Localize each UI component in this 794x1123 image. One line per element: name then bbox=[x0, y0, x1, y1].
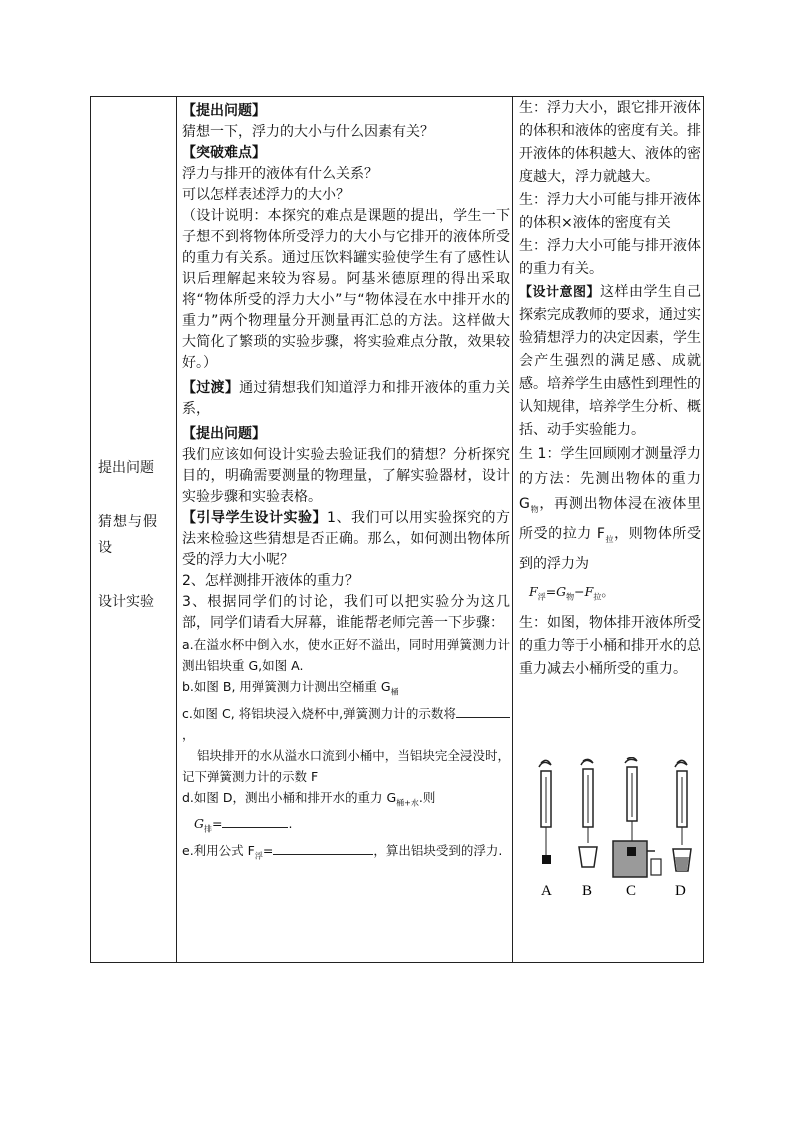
step-c-blank bbox=[456, 704, 510, 718]
step-b-text: b.如图 B, 用弹簧测力计测出空桶重 G bbox=[182, 679, 391, 694]
figure-label-a: A bbox=[541, 883, 552, 899]
transition-text: 通过猜想我们知道浮力和排开液体的重力关系， bbox=[182, 380, 511, 417]
question-relation: 浮力与排开的液体有什么关系？ bbox=[182, 166, 378, 182]
question-design: 我们应该如何设计实验去验证我们的猜想？分析探究目的，明确需要测量的物理量，了解实验器材，设计实验步骤和实验表格。 bbox=[182, 447, 510, 505]
answer-4a-subscript: 物 bbox=[529, 504, 540, 514]
step-e-equals: = bbox=[262, 842, 274, 858]
step-c2: 铝块排开的水从溢水口流到小桶中，当铝块完全浸没时，记下弹簧测力计的示数 F bbox=[182, 747, 510, 784]
formula-mid: =G bbox=[545, 583, 567, 599]
student-answer-4 bbox=[519, 442, 701, 577]
heading-ask-2: 【提出问题】 bbox=[182, 426, 266, 442]
figure-label-d: D bbox=[675, 883, 686, 899]
step-d2-end: . bbox=[288, 816, 293, 831]
student-answer-4c: ，则物体所受到的浮力为 bbox=[519, 525, 702, 572]
heading-design-intent: 【设计意图】 bbox=[519, 285, 600, 300]
figure-label-b: B bbox=[582, 883, 593, 899]
design-intent bbox=[519, 281, 701, 442]
lesson-table bbox=[90, 96, 704, 963]
step-d-subscript: 桶+水 bbox=[396, 798, 419, 807]
figure-b-spring-scale bbox=[579, 759, 597, 867]
formula-f: F bbox=[529, 583, 538, 599]
column-divider-1 bbox=[176, 97, 177, 962]
formula-end: 。 bbox=[601, 583, 614, 599]
figure-a-spring-scale bbox=[539, 760, 551, 864]
student-answer-5: 生：如图，物体排开液体所受的重力等于小桶和排开水的总重力减去小桶所受的重力。 bbox=[519, 615, 701, 678]
guide-step-1: 1、我们可以用实验探究的方法来检验这些猜想是否正确。那么，如何测出物体所受的浮力大小呢？ bbox=[182, 510, 510, 568]
step-c-end: ， bbox=[182, 726, 195, 742]
heading-ask: 【提出问题】 bbox=[182, 103, 266, 119]
step-d-end: .则 bbox=[418, 789, 436, 805]
figure-c-overflow-cup bbox=[613, 757, 661, 877]
formula-minus: −F bbox=[574, 583, 594, 599]
design-note: （设计说明：本探究的难点是课题的提出，学生一下子想不到将物体所受浮力的大小与它排开的液体所受的重力有关系。通过压饮料罐实验使学生有了感性认识后理解起来较为容易。阿基米德原理的得出采取将“物体所受的浮力大小”与“物体浸在水中排开水的重力”两个物理量分开测量再汇总的方法。这样做大大简化了繁琐的实验步骤，将实验难点分散，效果较好。） bbox=[182, 208, 510, 371]
student-activity-column bbox=[519, 97, 702, 899]
student-answer-4b: ，再测出物体浸在液体里所受的拉力 F bbox=[519, 496, 702, 542]
step-d2-subscript: 排 bbox=[204, 824, 212, 834]
step-d2-blank bbox=[222, 814, 288, 828]
student-answer-1: 生：浮力大小，跟它排开液体的体积和液体的密度有关。排开液体的体积越大、液体的密度越大，浮力就越大。 bbox=[519, 100, 701, 185]
figure-label-c: C bbox=[626, 883, 637, 899]
answer-4b-subscript: 拉 bbox=[604, 534, 615, 544]
step-d bbox=[182, 787, 510, 814]
step-b-subscript: 桶 bbox=[390, 687, 399, 697]
step-d2-symbol: G bbox=[194, 816, 204, 831]
aluminum-block bbox=[542, 855, 551, 864]
heading-guide: 【引导学生设计实验】 bbox=[182, 510, 328, 526]
step-d2-equals: = bbox=[212, 816, 223, 831]
step-d2 bbox=[182, 813, 510, 840]
question-factors: 猜想一下，浮力的大小与什么因素有关？ bbox=[182, 124, 434, 140]
design-intent-text: 这样由学生自己探索完成教师的要求，通过实验猜想浮力的决定因素，学生会产生强烈的满足感、成就感。培养学生由感性到理性的认知规律，培养学生分析、概括、动手实验能力。 bbox=[519, 284, 701, 438]
question-express: 可以怎样表述浮力的大小？ bbox=[182, 187, 350, 203]
teacher-activity-column bbox=[182, 101, 510, 866]
heading-transition: 【过渡】 bbox=[182, 380, 240, 396]
label-design: 设计实验 bbox=[98, 594, 154, 610]
formula-sub-1: 浮 bbox=[537, 592, 546, 602]
step-a: a.在溢水杯中倒入水，使水正好不溢出，同时用弹簧测力计测出铝块重 G,如图 A. bbox=[182, 637, 510, 673]
step-c-text: c.如图 C, 将铝块浸入烧杯中,弹簧测力计的示数将 bbox=[182, 705, 456, 721]
step-c bbox=[182, 703, 510, 745]
stage-label-column bbox=[91, 97, 176, 962]
formula-sub-3: 拉 bbox=[593, 592, 602, 602]
student-answer-4a: 生 1：学生回顾刚才测量浮力的方法：先测出物体的重力 G bbox=[519, 446, 701, 512]
step-d-text: d.如图 D，测出小桶和排开水的重力 G bbox=[182, 789, 397, 805]
step-e-subscript: 浮 bbox=[254, 851, 263, 860]
step-e bbox=[182, 840, 510, 867]
step-e-text: e.利用公式 F bbox=[182, 842, 255, 858]
guide-paragraph bbox=[182, 508, 510, 571]
guide-step-3: 3、根据同学们的讨论，我们可以把实验分为这几部，同学们请看大屏幕，谁能帮老师完善一下步骤： bbox=[182, 594, 510, 631]
small-bucket bbox=[579, 847, 597, 867]
label-guess-line2: 设 bbox=[98, 540, 112, 556]
formula-sub-2: 物 bbox=[566, 592, 575, 602]
student-answer-2: 生：浮力大小可能与排开液体的体积×液体的密度有关 bbox=[519, 192, 701, 231]
heading-breakthrough: 【突破难点】 bbox=[182, 145, 266, 161]
label-guess-line1: 猜想与假 bbox=[98, 514, 158, 530]
figure-d-spring-scale bbox=[673, 760, 691, 871]
step-e-blank bbox=[273, 841, 373, 855]
student-answer-3: 生：浮力大小可能与排开液体的重力有关。 bbox=[519, 238, 701, 277]
experiment-figure bbox=[527, 757, 697, 907]
transition-paragraph bbox=[182, 378, 510, 420]
label-ask: 提出问题 bbox=[98, 460, 154, 476]
step-b bbox=[182, 676, 510, 703]
column-divider-2 bbox=[512, 97, 513, 962]
buoyancy-formula bbox=[519, 577, 701, 613]
guide-step-2: 2、怎样测排开液体的重力？ bbox=[182, 573, 359, 589]
step-e-end: ，算出铝块受到的浮力. bbox=[373, 842, 503, 858]
